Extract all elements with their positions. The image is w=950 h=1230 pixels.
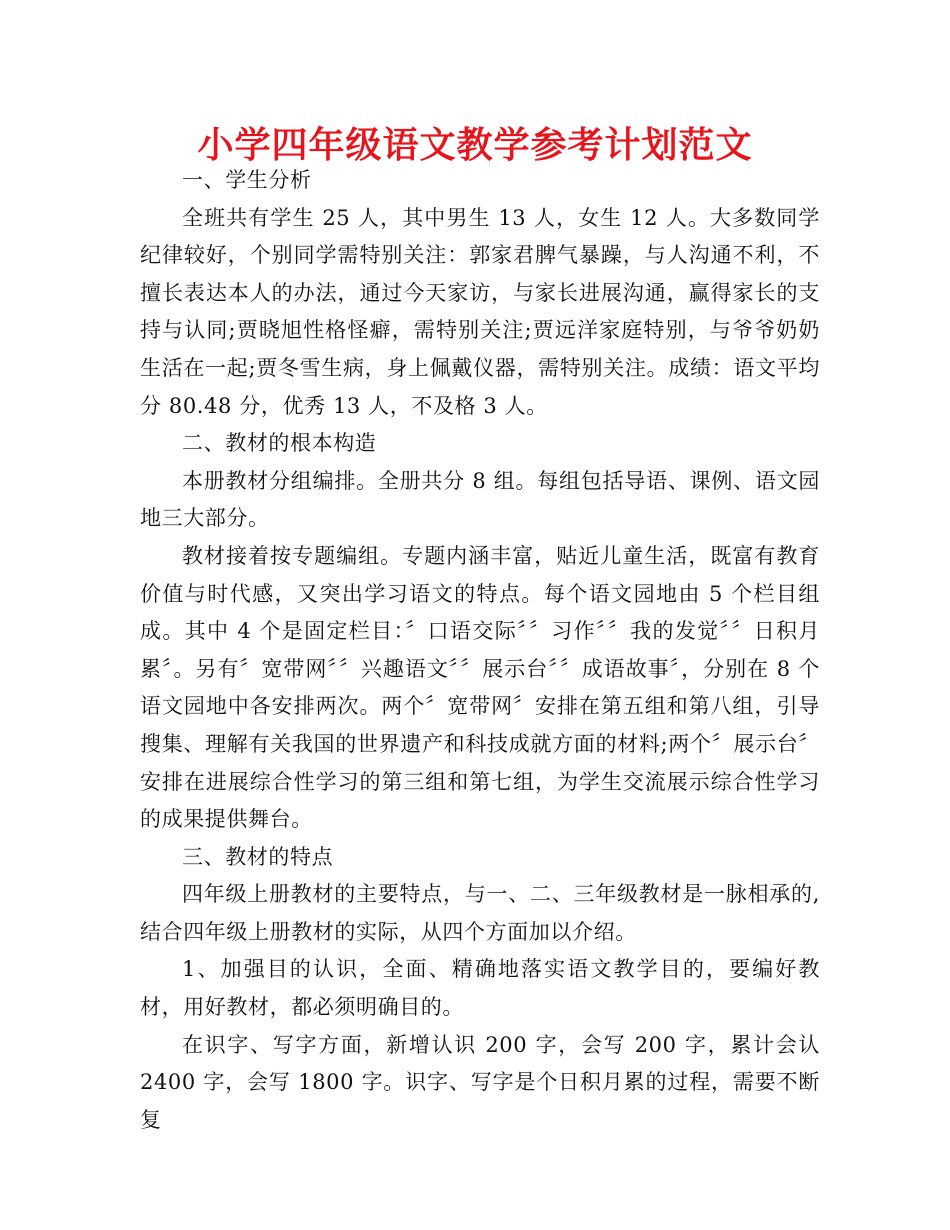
section-heading-student-analysis: 一、学生分析 xyxy=(182,168,312,192)
paragraph-feature-1: 1、加强目的认识，全面、精确地落实语文教学目的，要编好教材，用好教材，都必须明确目的。 xyxy=(140,957,820,1020)
paragraph-student-analysis: 全班共有学生 25 人，其中男生 13 人，女生 12 人。大多数同学纪律较好，个别同学需特别关注：郭家君脾气暴躁，与人沟通不利，不擅长表达本人的办法，通过今天家访，与家长进展沟通，赢得家长的支持与认同;贾晓旭性格怪癖，需特别关注;贾远洋家庭特别，与爷爷奶奶生活在一起;贾冬雪生病，身上佩戴仪器，需特别关注。成绩：语文平均分 80.48 分，优秀 13 人，不及格 3 人。 xyxy=(140,205,820,418)
paragraph-features-intro: 四年级上册教材的主要特点，与一、二、三年级教材是一脉相承的,结合四年级上册教材的实际，从四个方面加以介绍。 xyxy=(140,882,820,944)
document-body xyxy=(140,162,820,1139)
paragraph-literacy-writing: 在识字、写字方面，新增认识 200 字，会写 200 字，累计会认 2400 字，会写 1800 字。识字、写字是个日积月累的过程，需要不断复 xyxy=(140,1032,820,1132)
paragraph-textbook-grouping: 本册教材分组编排。全册共分 8 组。每组包括导语、课例、语文园地三大部分。 xyxy=(140,468,820,531)
paragraph-textbook-topics: 教材接着按专题编组。专题内涵丰富，贴近儿童生活，既富有教育价值与时代感，又突出学习语文的特点。每个语文园地由 5 个栏目组成。其中 4 个是固定栏目：〞口语交际〞〞习作〞〞我的发觉〞〞日积月累〞。另有〞宽带网〞〞兴趣语文〞〞展示台〞〞成语故事〞，分别在 8 个语文园地中各安排两次。两个〞宽带网〞安排在第五组和第八组，引导搜集、理解有关我国的世界遗产和科技成就方面的材料;两个〞展示台〞安排在进展综合性学习的第三组和第七组，为学生交流展示综合性学习的成果提供舞台。 xyxy=(140,543,820,832)
section-heading-textbook-structure: 二、教材的根本构造 xyxy=(182,431,377,456)
document-title: 小学四年级语文教学参考计划范文 xyxy=(197,125,753,166)
section-heading-textbook-features: 三、教材的特点 xyxy=(182,844,334,869)
